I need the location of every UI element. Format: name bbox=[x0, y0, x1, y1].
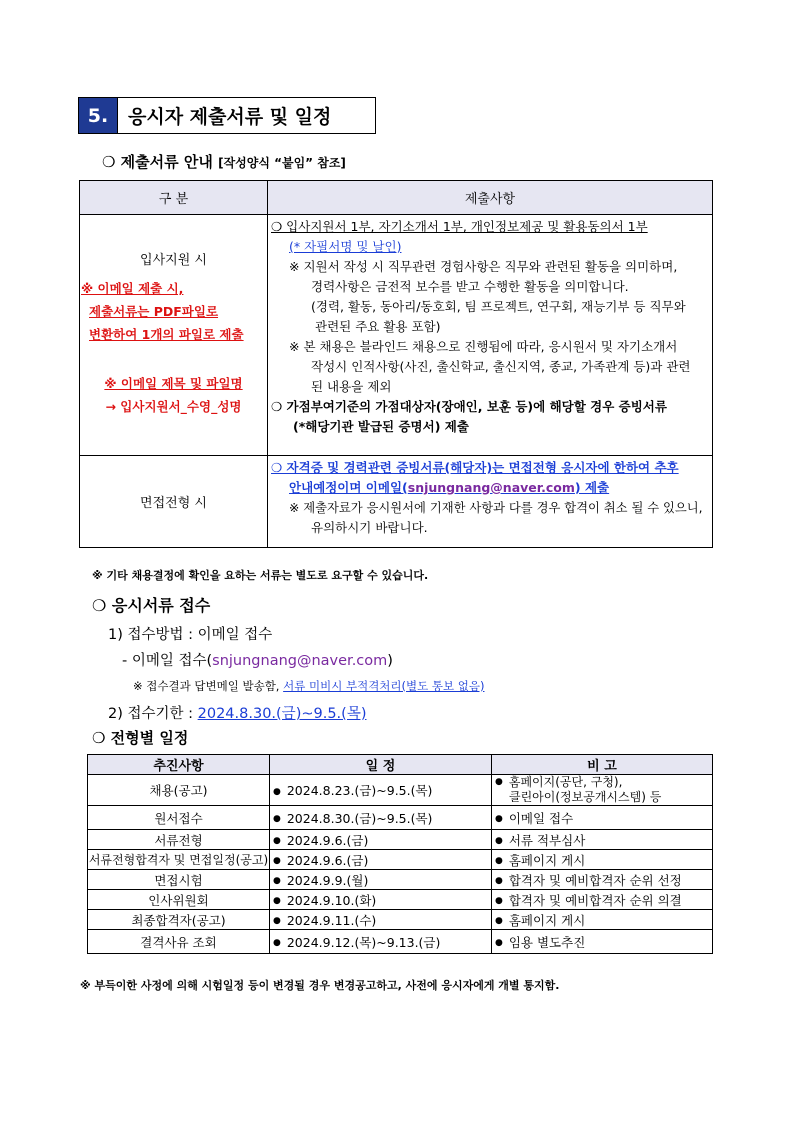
interview-note-2: 유의하시기 바랍니다. bbox=[311, 520, 428, 535]
docs-note: ※ 기타 채용결정에 확인을 요하는 서류는 별도로 요구할 수 있습니다. bbox=[92, 569, 429, 582]
row-apply-items bbox=[268, 215, 713, 456]
table-row: 인사위원회 ● 2024.9.10.(화) ● 합격자 및 예비합격자 순위 의결 bbox=[88, 890, 713, 910]
apply-note-1b: 경력사항은 금전적 보수를 받고 수행한 활동을 의미합니다. bbox=[311, 279, 629, 294]
schedule-col-item: 추진사항 bbox=[88, 755, 270, 775]
email-note-2: 제출서류는 PDF파일로 bbox=[89, 304, 219, 319]
interview-item-1: ❍ 자격증 및 경력관련 증빙서류(해당자)는 면접전형 응시자에 한하여 추후 bbox=[271, 460, 679, 475]
reception-heading: ❍ 응시서류 접수 bbox=[92, 596, 211, 615]
docs-col-items: 제출사항 bbox=[268, 181, 713, 215]
table-row: 원서접수 ● 2024.8.30.(금)~9.5.(목) ● 이메일 접수 bbox=[88, 806, 713, 830]
reception-deadline: 2) 접수기한 : 2024.8.30.(금)~9.5.(목) bbox=[108, 706, 367, 722]
schedule-col-note: 비 고 bbox=[492, 755, 713, 775]
reception-deadline-value: 2024.8.30.(금)~9.5.(목) bbox=[197, 706, 367, 722]
schedule-table bbox=[87, 754, 713, 954]
reception-method: 1) 접수방법 : 이메일 접수 bbox=[108, 627, 273, 643]
apply-note-1c: (경력, 활동, 동아리/동호회, 팀 프로젝트, 연구회, 재능기부 등 직무와 bbox=[311, 299, 686, 314]
table-row: 최종합격자(공고) ● 2024.9.11.(수) ● 홈페이지 게시 bbox=[88, 910, 713, 930]
table-row: 서류전형합격자 및 면접일정(공고) ● 2024.9.6.(금) ● 홈페이지 게시 bbox=[88, 850, 713, 870]
documents-table bbox=[79, 180, 713, 548]
apply-item-2-note: (*해당기관 발급된 증명서) 제출 bbox=[293, 419, 469, 434]
table-row: 채용(공고) ● 2024.8.23.(금)~9.5.(목) ● 홈페이지(공단, 구청), 클린아이(정보공개시스템) 등 bbox=[88, 775, 713, 806]
interview-item-1b: 안내예정이며 이메일(snjungnang@naver.com) 제출 bbox=[289, 480, 610, 495]
table-row: 서류전형 ● 2024.9.6.(금) ● 서류 적부심사 bbox=[88, 830, 713, 850]
row-apply-label-cell bbox=[80, 215, 268, 456]
section-number: 5. bbox=[79, 98, 118, 133]
interview-email-link[interactable]: snjungnang@naver.com bbox=[407, 480, 575, 495]
schedule-heading: ❍ 전형별 일정 bbox=[92, 729, 189, 747]
section-title: 응시자 제출서류 및 일정 bbox=[128, 106, 332, 128]
apply-note-1d: 관련된 주요 활용 포함) bbox=[315, 319, 441, 334]
apply-note-2a: ※ 본 채용은 블라인드 채용으로 진행됨에 따라, 응시원서 및 자기소개서 bbox=[289, 339, 678, 354]
apply-note-1a: ※ 지원서 작성 시 직무관련 경험사항은 직무와 관련된 활동을 의미하며, bbox=[289, 259, 678, 274]
email-title-note: ※ 이메일 제목 및 파일명 bbox=[104, 376, 243, 391]
row-apply-label: 입사지원 시 bbox=[140, 253, 207, 268]
docs-heading: ❍ 제출서류 안내 [작성양식 “붙임” 참조] bbox=[102, 153, 346, 171]
schedule-footer-note: ※ 부득이한 사정에 의해 시험일정 등이 변경될 경우 변경공고하고, 사전에 응시자에게 개별 통지함. bbox=[80, 979, 560, 992]
row-interview-items bbox=[268, 456, 713, 548]
table-row: 면접시험 ● 2024.9.9.(월) ● 합격자 및 예비합격자 순위 선정 bbox=[88, 870, 713, 890]
reception-note: ※ 접수결과 답변메일 발송함, 서류 미비시 부적격처리(별도 통보 없음) bbox=[133, 679, 485, 693]
apply-note-2b: 작성시 인적사항(사진, 출신학교, 출신지역, 종교, 가족관계 등)과 관련 bbox=[311, 359, 691, 374]
section-header bbox=[78, 97, 376, 134]
apply-note-2c: 된 내용을 제외 bbox=[311, 379, 392, 394]
apply-item-1-sign: (* 자필서명 및 날인) bbox=[289, 239, 402, 254]
docs-col-category: 구 분 bbox=[80, 181, 268, 215]
reception-note-link: 서류 미비시 부적격처리(별도 통보 없음) bbox=[283, 679, 485, 693]
docs-heading-note: [작성양식 “붙임” 참조] bbox=[218, 156, 346, 170]
row-interview-label: 면접전형 시 bbox=[80, 456, 268, 548]
email-filename-format: → 입사지원서_수영_성명 bbox=[105, 399, 242, 414]
interview-note-1: ※ 제출자료가 응시원서에 기재한 사항과 다를 경우 합격이 취소 될 수 있으니, bbox=[289, 501, 703, 515]
apply-item-2: ❍ 가점부여기준의 가점대상자(장애인, 보훈 등)에 해당할 경우 증빙서류 bbox=[271, 399, 667, 414]
reception-email-link[interactable]: snjungnang@naver.com bbox=[212, 653, 388, 669]
table-row: 결격사유 조회 ● 2024.9.12.(목)~9.13.(금) ● 임용 별도추진 bbox=[88, 930, 713, 954]
email-note-3: 변환하여 1개의 파일로 제출 bbox=[89, 327, 244, 342]
apply-item-1: ❍ 입사지원서 1부, 자기소개서 1부, 개인정보제공 및 활용동의서 1부 bbox=[271, 219, 648, 234]
email-note-1: ※ 이메일 제출 시, bbox=[81, 281, 184, 296]
schedule-col-date: 일 정 bbox=[270, 755, 492, 775]
reception-email: - 이메일 접수(snjungnang@naver.com) bbox=[122, 653, 393, 669]
